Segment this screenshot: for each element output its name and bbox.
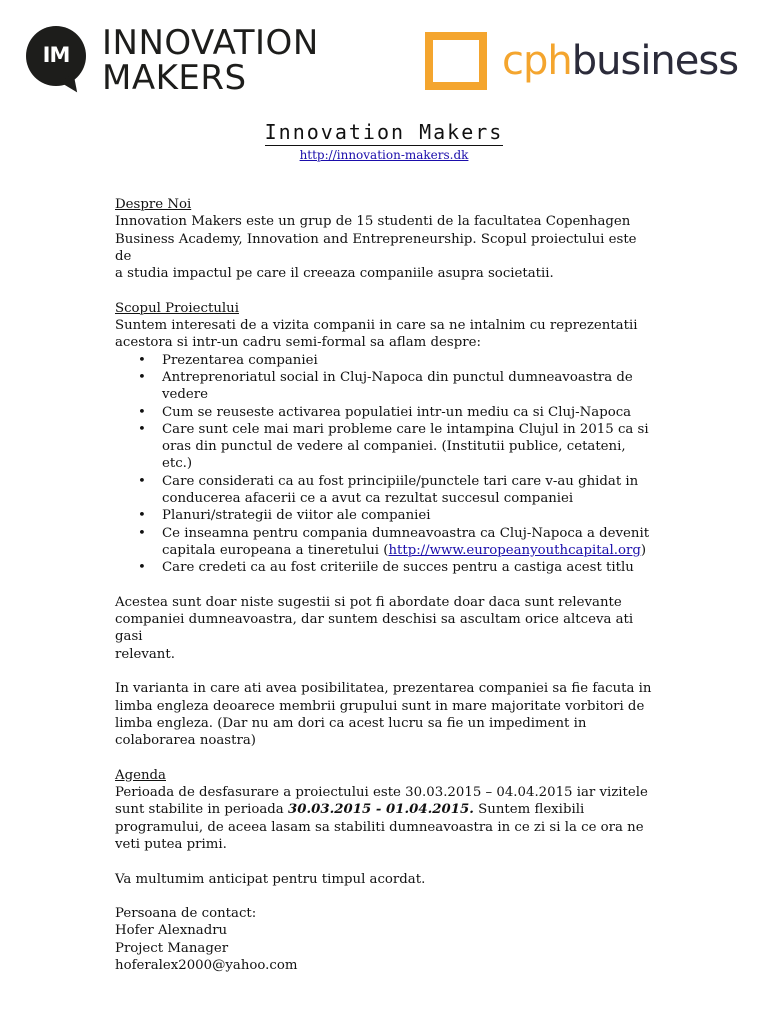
page-header <box>0 0 768 110</box>
topics-list <box>115 352 655 577</box>
wordmark-line-2: MAKERS <box>102 58 247 98</box>
paragraph-line: limba engleza. (Dar nu am dori ca acest lucru sa fie un impediment in <box>115 715 587 731</box>
list-item-text-end: ) <box>640 542 647 558</box>
document-body <box>115 196 655 974</box>
cphbusiness-logo <box>425 32 768 94</box>
list-item: • Care credeti ca au fost criteriile de succes pentru a castiga acest titlu <box>162 559 655 576</box>
paragraph-line: acestora si intr-un cadru semi-formal sa aflam despre: <box>115 335 481 351</box>
innovation-makers-wordmark <box>102 23 319 98</box>
paragraph-line: Acestea sunt doar niste sugestii si pot fi abordate doar daca sunt relevante <box>115 594 622 610</box>
youth-capital-link[interactable]: http://www.europeanyouthcapital.org <box>388 542 641 558</box>
contact-email: hoferalex2000@yahoo.com <box>115 958 298 974</box>
cph-wordmark-part2: business <box>571 38 739 84</box>
section-heading-agenda: Agenda <box>115 767 166 783</box>
website-link[interactable]: http://innovation-makers.dk <box>299 148 469 162</box>
im-logo-initials: IM <box>42 43 70 67</box>
section-heading-scopul: Scopul Proiectului <box>115 300 239 316</box>
document-title <box>0 120 768 144</box>
contact-name: Hofer Alexnadru <box>115 923 228 939</box>
paragraph-line: Perioada de desfasurare a proiectului este 30.03.2015 – 04.04.2015 iar vizitele <box>115 785 648 801</box>
paragraph-line: companiei dumneavoastra, dar suntem deschisi sa ascultam orice altceva ati gasi <box>115 612 634 645</box>
contact-label: Persoana de contact: <box>115 906 257 922</box>
list-item: • Cum se reuseste activarea populatiei intr-un mediu ca si Cluj-Napoca <box>162 404 655 421</box>
section-heading-despre: Despre Noi <box>115 197 192 212</box>
paragraph-line: veti putea primi. <box>115 836 227 852</box>
cph-square-icon <box>425 32 487 90</box>
list-item: • Prezentarea companiei <box>162 352 655 369</box>
paragraph-line: a studia impactul pe care il creeaza companiile asupra societatii. <box>115 266 554 282</box>
contact-role: Project Manager <box>115 940 229 956</box>
paragraph-line: Suntem interesati de a vizita companii in care sa ne intalnim cu reprezentatii <box>115 318 638 334</box>
paragraph-line: relevant. <box>115 646 175 662</box>
paragraph-line: In varianta in care ati avea posibilitatea, prezentarea companiei sa fie facuta in <box>115 681 652 697</box>
list-item: • Care considerati ca au fost principiile/punctele tari care v-au ghidat in conducerea afacerii ce a avut ca rezultat succesul companiei <box>162 473 655 508</box>
list-item-text: Ce inseamna pentru compania dumneavoastra ca Cluj-Napoca a devenit capitala europeana a tineretului ( <box>162 525 650 558</box>
agenda-text-end: Suntem flexibili <box>473 802 585 818</box>
list-item: • Care sunt cele mai mari probleme care le intampina Clujul in 2015 ca si oras din punctul de vedere al companiei. (Institutii publice, cetateni, etc.) <box>162 421 655 473</box>
list-item: • Planuri/strategii de viitor ale companiei <box>162 507 655 524</box>
paragraph-line: Innovation Makers este un grup de 15 studenti de la facultatea Copenhagen <box>115 214 631 230</box>
paragraph-line: Business Academy, Innovation and Entrepreneurship. Scopul proiectului este de <box>115 231 637 264</box>
wordmark-line-1: INNOVATION <box>102 23 319 63</box>
list-item <box>162 525 655 560</box>
paragraph-line: colaborarea noastra) <box>115 733 256 749</box>
cph-wordmark <box>502 38 738 84</box>
paragraph-line <box>115 801 655 818</box>
document-title-text: Innovation Makers <box>264 120 504 144</box>
paragraph-line: limba engleza deoarece membrii grupului sunt in mare majoritate vorbitori de <box>115 698 645 714</box>
cph-wordmark-part1: cph <box>502 38 572 84</box>
thanks-line: Va multumim anticipat pentru timpul acordat. <box>115 871 426 887</box>
list-item: • Antreprenoriatul social in Cluj-Napoca din punctul dumneavoastra de vedere <box>162 369 655 404</box>
agenda-text: sunt stabilite in perioada <box>115 802 288 818</box>
agenda-visit-dates: 30.03.2015 - 01.04.2015. <box>287 802 474 818</box>
paragraph-line: programului, de aceea lasam sa stabiliti dumneavoastra in ce zi si la ce ora ne <box>115 819 644 835</box>
site-link-row <box>0 148 768 162</box>
